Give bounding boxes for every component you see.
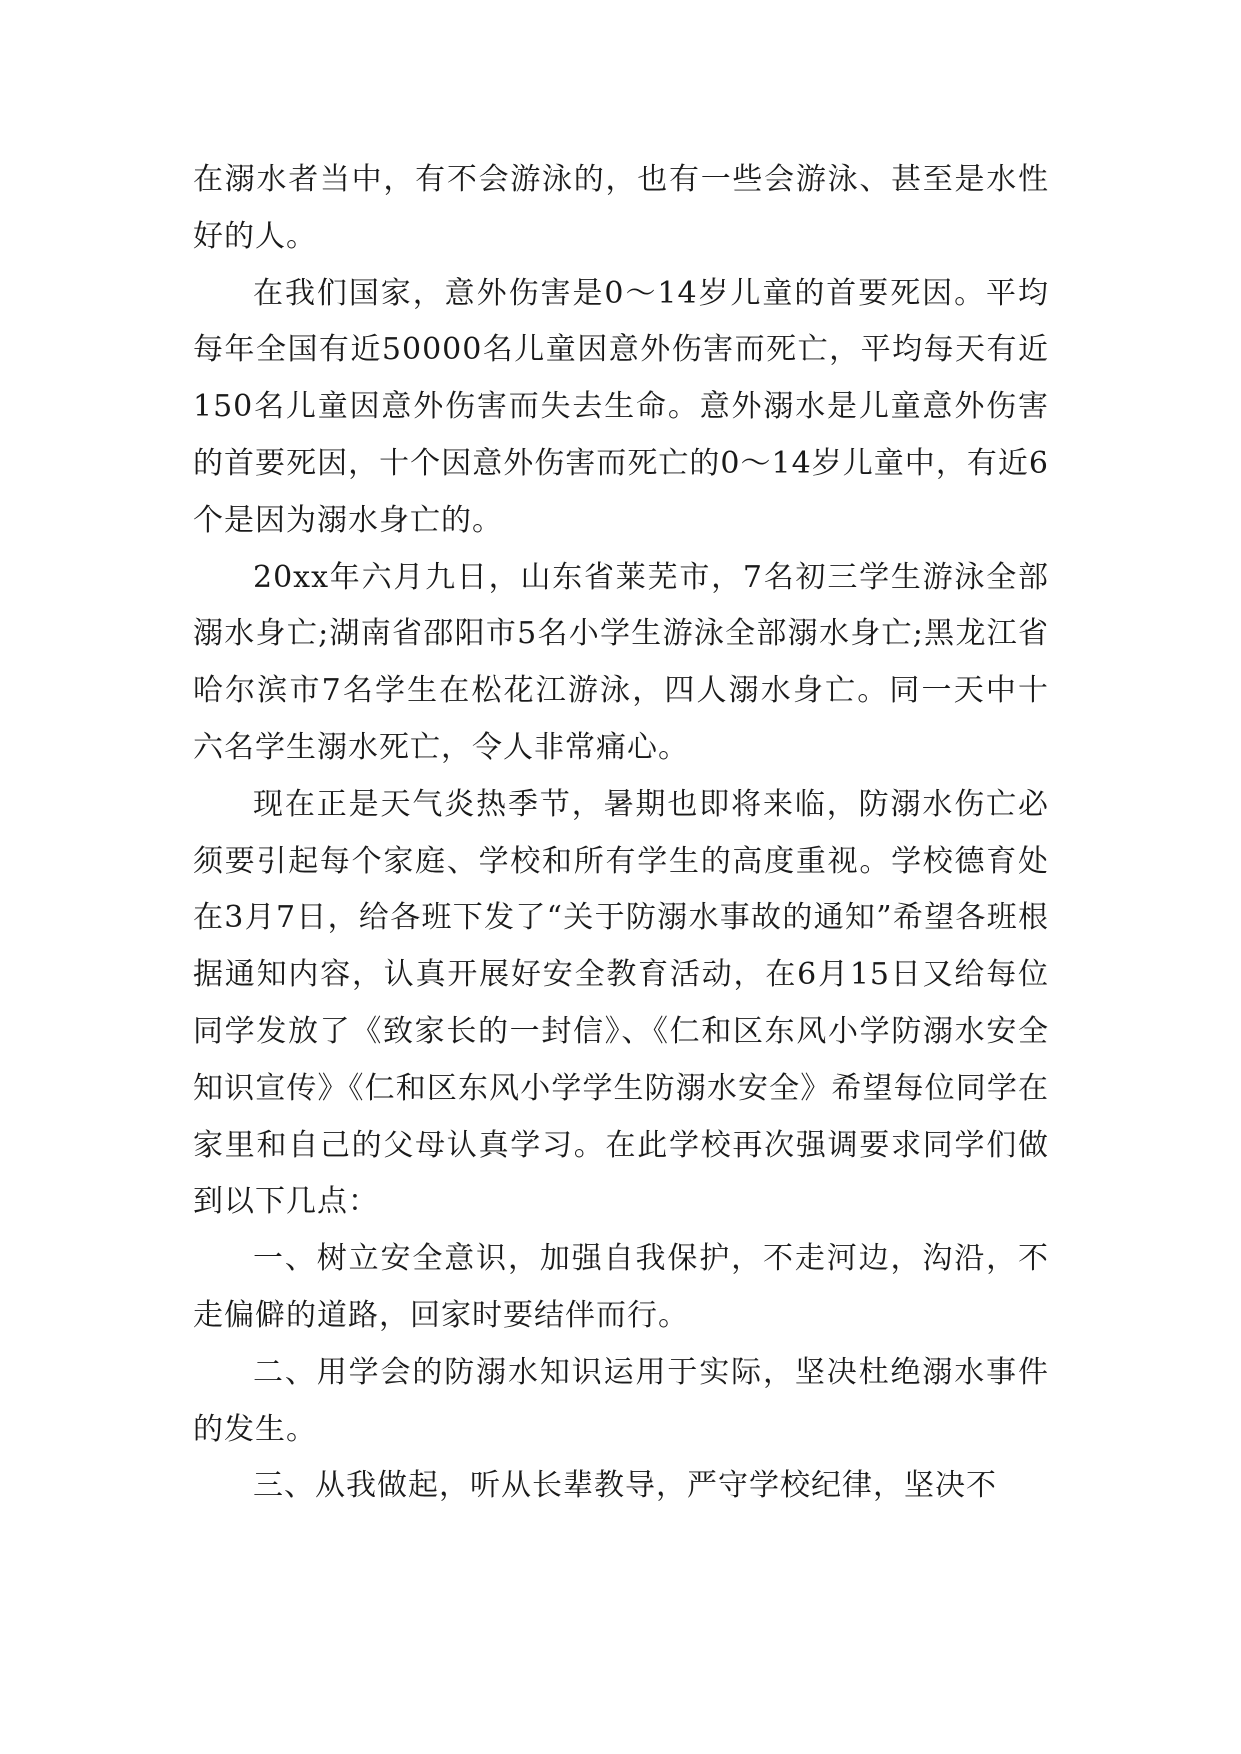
paragraph-2: 在我们国家，意外伤害是0～14岁儿童的首要死因。平均每年全国有近50000名儿童因意外伤害而死亡，平均每天有近150名儿童因意外伤害而失去生命。意外溺水是儿童意外伤害的首要死因，十个因意外伤害而死亡的0～14岁儿童中，有近6个是因为溺水身亡的。 [193, 275, 1049, 538]
paragraph-3: 20xx年六月九日，山东省莱芜市，7名初三学生游泳全部溺水身亡;湖南省邵阳市5名小学生游泳全部溺水身亡;黑龙江省哈尔滨市7名学生在松花江游泳，四人溺水身亡。同一天中十六名学生溺水死亡，令人非常痛心。 [193, 559, 1049, 765]
list-item-2: 二、用学会的防溺水知识运用于实际，坚决杜绝溺水事件的发生。 [193, 1354, 1049, 1447]
list-item-1: 一、树立安全意识，加强自我保护，不走河边，沟沿，不走偏僻的道路，回家时要结伴而行。 [193, 1241, 1049, 1333]
paragraph-4: 现在正是天气炎热季节，暑期也即将来临，防溺水伤亡必须要引起每个家庭、学校和所有学生的高度重视。学校德育处在3月7日，给各班下发了“关于防溺水事故的通知”希望各班根据通知内容，认真开展好安全教育活动，在6月15日又给每位同学发放了《致家长的一封信》、《仁和区东风小学防溺水安全知识宣传》《仁和区东风小学学生防溺水安全》希望每位同学在家里和自己的父母认真学习。在此学校再次强调要求同学们做到以下几点： [193, 786, 1049, 1220]
paragraph-1: 在溺水者当中，有不会游泳的，也有一些会游泳、甚至是水性好的人。 [193, 162, 1049, 254]
list-item-3: 三、从我做起，听从长辈教导，严守学校纪律，坚决不 [253, 1468, 997, 1504]
document-body [193, 152, 1049, 1515]
